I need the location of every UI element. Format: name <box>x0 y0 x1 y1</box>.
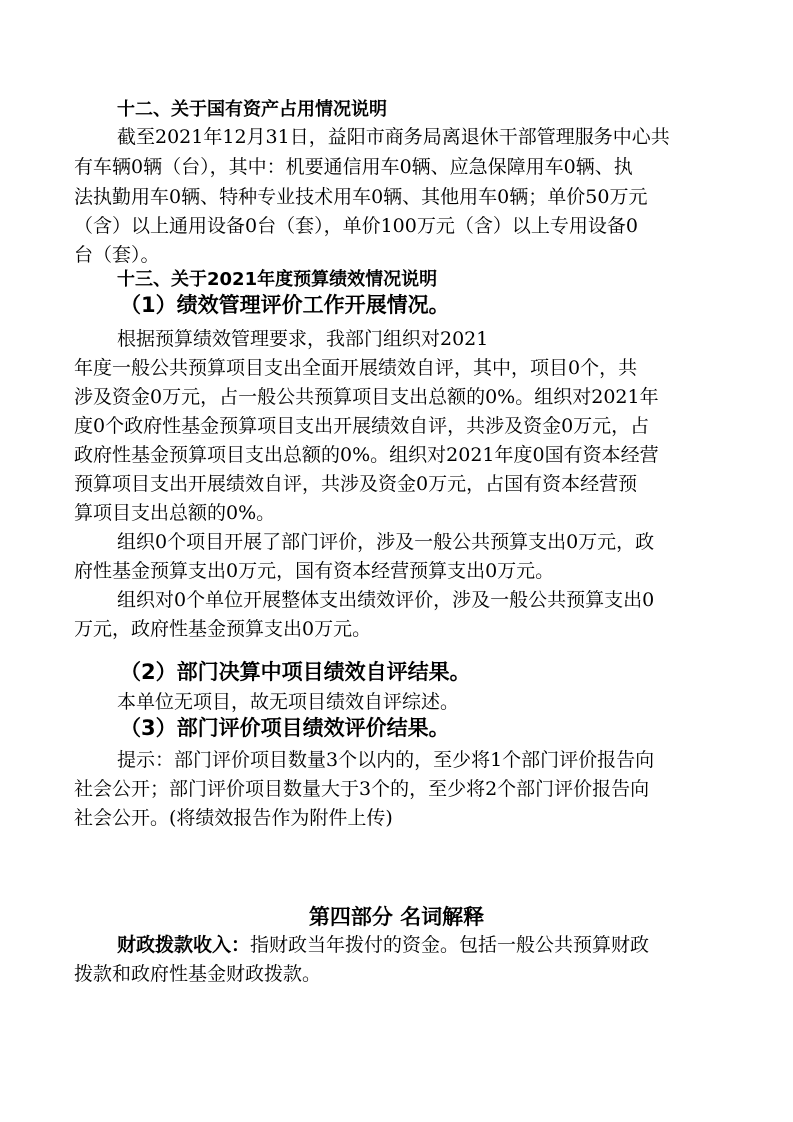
term-1-definition: 指财政当年拨付的资金。包括一般公共预算财政 <box>250 934 650 956</box>
subsection-3-line-1: 提示：部门评价项目数量3个以内的，至少将1个部门评价报告向 <box>117 749 655 771</box>
para1-line-1: 根据预算绩效管理要求，我部门组织对2021 <box>117 328 489 350</box>
para3-line-2: 万元，政府性基金预算支出0万元。 <box>74 618 372 640</box>
term-1-line-1 <box>117 933 649 957</box>
para2-line-2: 府性基金预算支出0万元，国有资本经营预算支出0万元。 <box>74 560 555 582</box>
para1-line-2: 年度一般公共预算项目支出全面开展绩效自评，其中，项目0个，共 <box>74 357 638 379</box>
section-12-line-4: （含）以上通用设备0台（套），单价100万元（含）以上专用设备0 <box>74 215 638 237</box>
subsection-3-line-2: 社会公开；部门评价项目数量大于3个的，至少将2个部门评价报告向 <box>74 778 650 800</box>
para1-line-6: 预算项目支出开展绩效自评，共涉及资金0万元，占国有资本经营预 <box>74 473 638 495</box>
para1-line-3: 涉及资金0万元，占一般公共预算项目支出总额的0%。组织对2021年 <box>74 386 659 408</box>
para1-line-7: 算项目支出总额的0%。 <box>74 502 276 524</box>
section-12-line-5: 台（套）。 <box>74 244 160 266</box>
subsection-1-heading: （1）绩效管理评价工作开展情况。 <box>120 293 450 317</box>
para1-line-5: 政府性基金预算项目支出总额的0%。组织对2021年度0国有资本经营 <box>74 444 659 466</box>
para2-line-1: 组织0个项目开展了部门评价，涉及一般公共预算支出0万元，政 <box>117 531 655 553</box>
part-4-heading: 第四部分 名词解释 <box>308 905 485 929</box>
section-12-line-1: 截至2021年12月31日，益阳市商务局离退休干部管理服务中心共 <box>117 126 670 148</box>
section-13-heading: 十三、关于2021年度预算绩效情况说明 <box>117 269 438 290</box>
subsection-3-line-3: 社会公开。(将绩效报告作为附件上传) <box>74 807 393 829</box>
subsection-3-heading: （3）部门评价项目绩效评价结果。 <box>120 716 450 740</box>
para1-line-4: 度0个政府性基金预算项目支出开展绩效自评，共涉及资金0万元，占 <box>74 415 650 437</box>
para3-line-1: 组织对0个单位开展整体支出绩效评价，涉及一般公共预算支出0 <box>117 589 655 611</box>
section-12-line-3: 法执勤用车0辆、特种专业技术用车0辆、其他用车0辆；单价50万元 <box>74 186 648 208</box>
subsection-2-text: 本单位无项目，故无项目绩效自评综述。 <box>117 691 460 713</box>
term-1-label: 财政拨款收入： <box>117 934 251 956</box>
section-12-line-2: 有车辆0辆（台），其中：机要通信用车0辆、应急保障用车0辆、执 <box>74 156 633 178</box>
section-12-heading: 十二、关于国有资产占用情况说明 <box>117 99 387 120</box>
term-1-line-2: 拨款和政府性基金财政拨款。 <box>74 963 322 985</box>
subsection-2-heading: （2）部门决算中项目绩效自评结果。 <box>120 660 471 684</box>
